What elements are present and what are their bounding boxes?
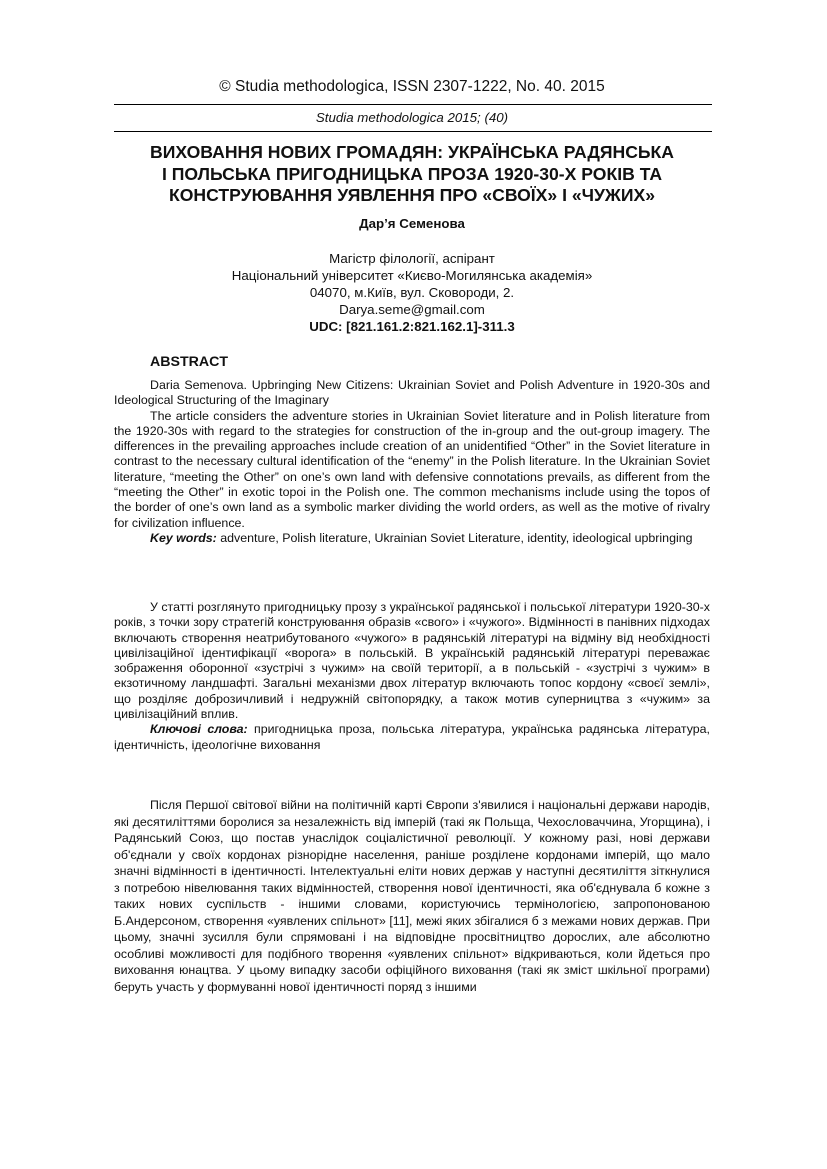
- author-affiliation: [114, 250, 710, 335]
- keywords-label: Key words:: [150, 530, 217, 545]
- header-rule-bottom: [114, 131, 712, 132]
- affiliation-address: 04070, м.Київ, вул. Сковороди, 2.: [309, 285, 515, 300]
- ukrainian-abstract-text: У статті розглянуто пригодницьку прозу з української радянської і польської літератури 1920-30-х років, з точки зору стратегій конструювання образів «свого» і «чужого». Відмінності в панівних підходах включають створення неатрибутованого «чужого» в радянській літературі на відміну від необхідності цивілізаційної ідентифікації «ворога» в польській. В українській радянській літературі переважає зображення оборонної «зустрічі з чужим» на своїй території, а в польській - «зустрічі з чужим» в екзотичному ландшафті. Загальні механізми двох літератур включають топос кордону «своєї землі», що розділяє доброзичливий і недружній світопорядку, а також мотив суперництва з «чужим» за цивілізаційний вплив.: [114, 600, 710, 722]
- article-title: [108, 142, 716, 207]
- journal-copyright: © Studia methodologica, ISSN 2307-1222, No. 40. 2015: [219, 78, 605, 95]
- abstract-text: The article considers the adventure stories in Ukrainian Soviet literature and in Polish literature from the 1920-30s with regard to the strategies for construction of the in-group and the out-group imagery. The differences in the prevailing approaches include creation of an unidentified “Other” in the Soviet literature in contrast to the necessary cultural identification of the “enemy” in the Polish literature. In the Ukrainian Soviet literature, “meeting the Other” on one’s own land with defensive connotations prevails, as different from the “meeting the Other” in exotic topoi in the Polish one. The common mechanisms include using the topos of the border of one’s own land as a symbolic marker dividing the world orders, as well as the motive of rivalry for civilization influence.: [114, 408, 710, 530]
- title-line: І ПОЛЬСЬКА ПРИГОДНИЦЬКА ПРОЗА 1920-30-Х РОКІВ ТА: [161, 163, 663, 184]
- author-name: Дар’я Семенова: [359, 216, 465, 231]
- affiliation-institution: Національний університет «Києво-Могилянська академія»: [231, 268, 593, 283]
- running-title: Studia methodologica 2015; (40): [315, 110, 509, 125]
- author-email[interactable]: Darya.seme@gmail.com: [339, 302, 485, 317]
- ukrainian-keywords-list: пригодницька проза, польська література, українська радянська література, ідентичність, ідеологічне виховання: [114, 722, 710, 752]
- ukrainian-keywords-label: Ключові слова:: [150, 722, 248, 737]
- header-rule-top: [114, 104, 712, 105]
- affiliation-degree: Магістр філології, аспірант: [329, 251, 495, 266]
- article-body: [114, 797, 710, 996]
- english-abstract: [114, 378, 710, 546]
- keywords-list: adventure, Polish literature, Ukrainian Soviet Literature, identity, ideological upbringing: [216, 530, 693, 545]
- abstract-keywords: [114, 531, 710, 546]
- abstract-english-title: Daria Semenova. Upbringing New Citizens: Ukrainian Soviet and Polish Adventure in 1920-30s and Ideological Structuring of the Imaginary: [114, 378, 710, 408]
- abstract-heading: ABSTRACT: [150, 354, 229, 370]
- body-paragraph: Після Першої світової війни на політичній карті Європи з'явилися і національні держави народів, які десятиліттями боролися за незалежність від імперій (такі як Польща, Чехословаччина, Угорщина), і Радянський Союз, що постав унаслідок соціалістичної революції. У кожному разі, нові держави об'єднали у своїх кордонах різнорідне населення, раніше розділене кордонами імперій, що мало значні відмінності в ідентичності. Інтелектуальні еліти нових держав у наступні десятиліття зіткнулися з потребою нівелювання таких відмінностей, створення нової ідентичності, яка об'єднувала б кожне з таких нових суспільств - іншими словами, користуючись термінологією, запропонованою Б.Андерсоном, створення «уявлених спільнот» [11], межі яких збігалися б з межами нових держав. При цьому, значні зусилля були спрямовані і на відповідне просвітництво дорослих, але абсолютно особливі можливості для подібного творення «уявлених спільнот» відкриваються, коли йдеться про виховання юнацтва. У цьому випадку засоби офіційного виховання (такі як зміст шкільної програми) беруть участь у формуванні нової ідентичності поряд з іншими: [114, 798, 710, 995]
- udc-code: UDC: [821.161.2:821.162.1]-311.3: [309, 319, 515, 334]
- title-line: КОНСТРУЮВАННЯ УЯВЛЕННЯ ПРО «СВОЇХ» І «ЧУЖИХ»: [168, 185, 656, 205]
- ukrainian-keywords: [114, 722, 710, 753]
- title-line: ВИХОВАННЯ НОВИХ ГРОМАДЯН: УКРАЇНСЬКА РАДЯНСЬКА: [149, 142, 674, 162]
- ukrainian-abstract: [114, 600, 710, 753]
